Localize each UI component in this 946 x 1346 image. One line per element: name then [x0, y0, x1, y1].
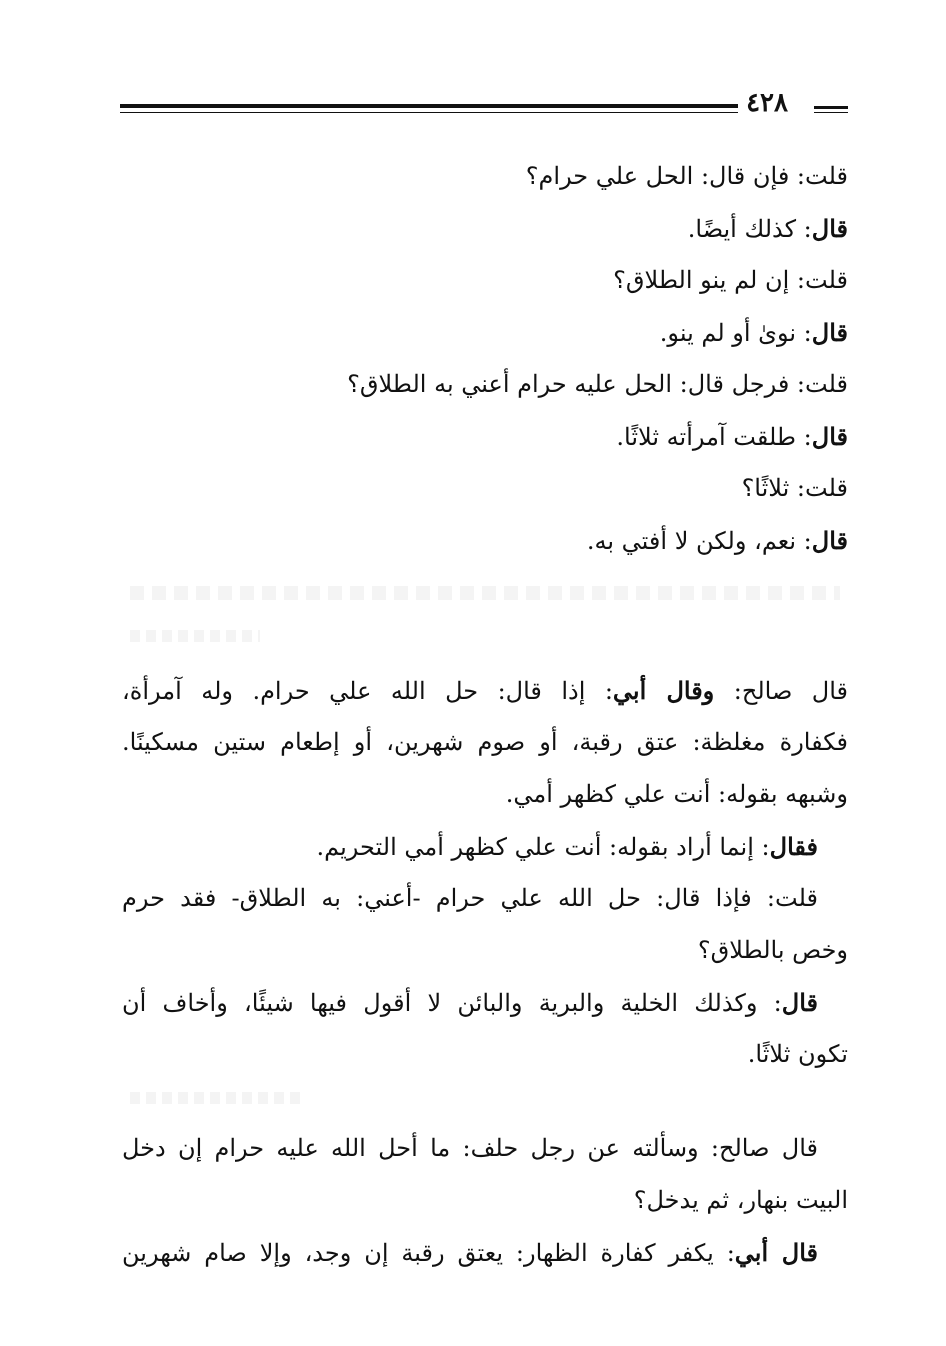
header-rule	[120, 104, 738, 108]
dialogue-text: نعم، ولكن لا أفتي به.	[586, 527, 797, 555]
paragraph-line: البيت بنهار، ثم يدخل؟	[633, 1186, 848, 1214]
dialogue-text: طلقت آمرأته ثلاثًا.	[616, 423, 797, 451]
paragraph-line: قال صالح: وسألته عن رجل حلف: ما أحل الله عليه حرام إن دخل	[122, 1134, 818, 1162]
dialogue-line: قلت: فرجل قال: الحل عليه حرام أعني به الطلاق؟	[347, 370, 848, 398]
paragraph-line: فكفارة مغلظة: عتق رقبة، أو صوم شهرين، أو إطعام ستين مسكينًا.	[122, 728, 848, 756]
paragraph-line: فقال: إنما أراد بقوله: أنت علي كظهر أمي التحريم.	[316, 832, 818, 861]
dialogue-text: فإن قال: الحل علي حرام؟	[525, 162, 790, 190]
speaker-label: قلت	[805, 370, 848, 398]
paragraph-line: تكون ثلاثًا.	[747, 1040, 848, 1068]
bleed-through-mark	[130, 586, 840, 600]
speaker-label: قلت	[805, 266, 848, 294]
speaker-label: قال	[811, 318, 848, 347]
bleed-through-mark	[130, 630, 260, 642]
dialogue-line: قال: نعم، ولكن لا أفتي به.	[586, 526, 848, 555]
dialogue-line: قلت: ثلاثًا؟	[741, 474, 848, 502]
speaker-label: قلت	[805, 474, 848, 502]
speaker-label: قال	[781, 988, 818, 1017]
dialogue-line: قال: طلقت آمرأته ثلاثًا.	[616, 422, 848, 451]
speaker-label: قال	[811, 422, 848, 451]
paragraph-line: قال: وكذلك الخلية والبرية والبائن لا أقول فيها شيئًا، وأخاف أن	[122, 988, 818, 1017]
dialogue-text: كذلك أيضًا.	[687, 215, 797, 243]
dialogue-line: قال: كذلك أيضًا.	[687, 214, 848, 243]
paragraph-line: قال أبي: يكفر كفارة الظهار: يعتق رقبة إن وجد، وإلا صام شهرين	[122, 1238, 818, 1267]
paragraph-line: وشبهه بقوله: أنت علي كظهر أمي.	[505, 780, 848, 808]
speaker-label: قلت	[805, 162, 848, 190]
speaker-label: قال	[811, 214, 848, 243]
paragraph-line: قال صالح: وقال أبي: إذا قال: حل الله علي حرام. وله آمرأة،	[122, 676, 849, 705]
dialogue-text: فرجل قال: الحل عليه حرام أعني به الطلاق؟	[347, 370, 790, 398]
speaker-label: قال أبي	[734, 1238, 818, 1267]
dialogue-line: قال: نوىٰ أو لم ينو.	[659, 318, 848, 347]
dialogue-text: ثلاثًا؟	[741, 474, 790, 502]
dialogue-text: نوىٰ أو لم ينو.	[659, 319, 797, 347]
bleed-through-mark	[130, 1092, 300, 1104]
page-number: ٤٢٨	[746, 88, 788, 118]
speaker-label: قال	[811, 526, 848, 555]
dialogue-text: إن لم ينو الطلاق؟	[613, 266, 790, 294]
header-dash	[814, 106, 848, 109]
paragraph-line: قلت: فإذا قال: حل الله علي حرام -أعني: به الطلاق- فقد حرم	[122, 884, 818, 912]
dialogue-line: قلت: إن لم ينو الطلاق؟	[613, 266, 848, 294]
dialogue-line: قلت: فإن قال: الحل علي حرام؟	[525, 162, 848, 190]
paragraph-line: وخص بالطلاق؟	[697, 936, 848, 964]
page-header	[120, 88, 848, 128]
speaker-label: وقال أبي	[612, 676, 715, 705]
speaker-label: فقال	[769, 832, 818, 861]
